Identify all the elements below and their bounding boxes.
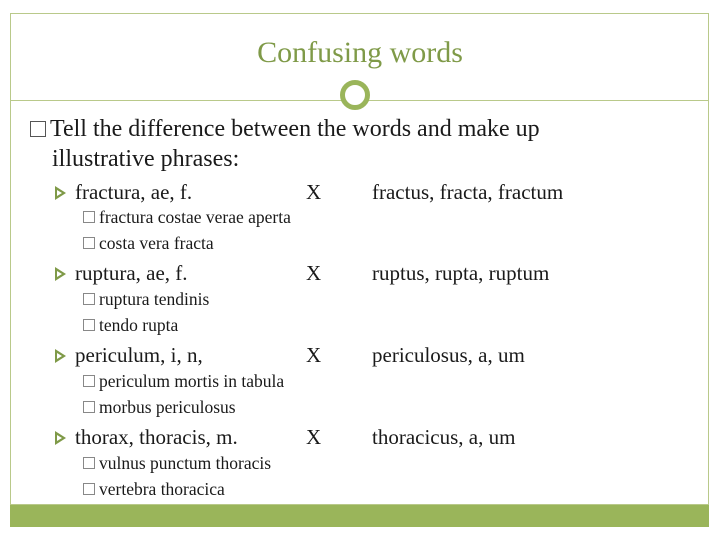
example-phrase: periculum mortis in tabula	[83, 371, 284, 392]
square-bullet-icon	[83, 457, 95, 469]
versus-mark: X	[306, 261, 322, 285]
example-phrase: fractura costae verae aperta	[83, 207, 291, 228]
lead-line-2: illustrative phrases:	[52, 146, 240, 172]
arrow-bullet-icon	[55, 349, 66, 363]
versus-mark: X	[306, 180, 322, 204]
square-bullet-icon	[83, 319, 95, 331]
arrow-bullet-icon	[55, 186, 66, 200]
arrow-bullet-icon	[55, 431, 66, 445]
arrow-bullet-icon	[55, 267, 66, 281]
slide-title: Confusing words	[257, 36, 463, 69]
versus-mark: X	[306, 343, 322, 367]
example-phrase: ruptura tendinis	[83, 289, 209, 310]
word: thorax, thoracis, m.	[75, 425, 238, 449]
lead-line-1: Tell the difference between the words and make up	[50, 116, 540, 142]
word: fractura, ae, f.	[75, 180, 193, 204]
square-bullet-icon	[83, 483, 95, 495]
adjective-form: periculosus, a, um	[372, 343, 525, 367]
example-phrase: tendo rupta	[83, 315, 178, 336]
footer-bar	[10, 505, 709, 527]
square-bullet-icon	[83, 401, 95, 413]
adjective-form: thoracicus, a, um	[372, 425, 516, 449]
lead-bullet	[30, 114, 540, 174]
example-phrase: vertebra thoracica	[83, 479, 225, 500]
square-bullet-icon	[83, 375, 95, 387]
word: periculum, i, n,	[75, 343, 203, 367]
adjective-form: ruptus, rupta, ruptum	[372, 261, 550, 285]
versus-mark: X	[306, 425, 322, 449]
example-phrase: morbus periculosus	[83, 397, 236, 418]
checkbox-bullet-icon	[30, 121, 46, 137]
example-phrase: costa vera fracta	[83, 233, 214, 254]
square-bullet-icon	[83, 211, 95, 223]
word: ruptura, ae, f.	[75, 261, 188, 285]
example-phrase: vulnus punctum thoracis	[83, 453, 271, 474]
circle-ornament-icon	[340, 80, 370, 110]
square-bullet-icon	[83, 293, 95, 305]
adjective-form: fractus, fracta, fractum	[372, 180, 564, 204]
square-bullet-icon	[83, 237, 95, 249]
